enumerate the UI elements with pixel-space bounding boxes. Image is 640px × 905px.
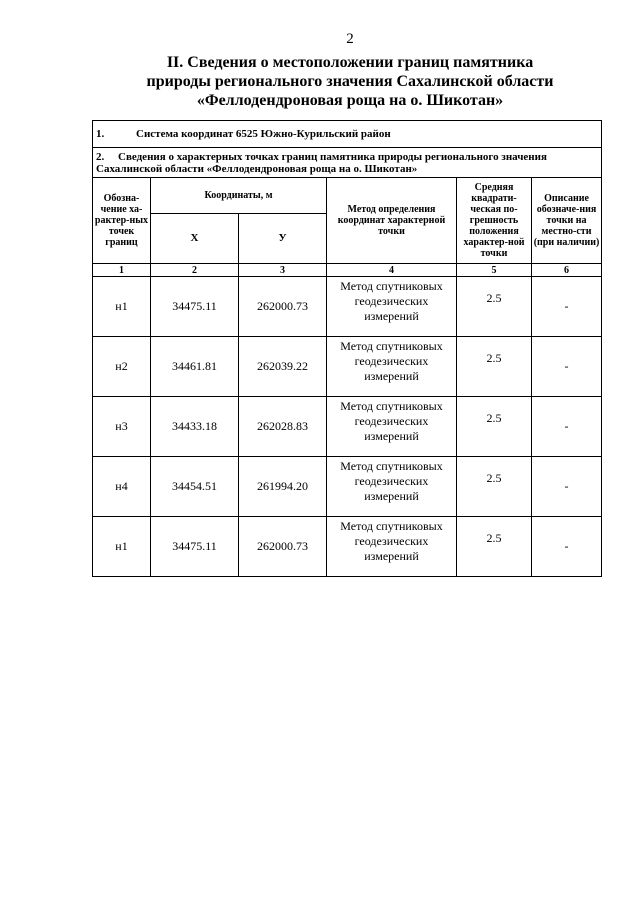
y-cell: 262039.22 (239, 337, 327, 397)
x-cell: 34475.11 (151, 277, 239, 337)
mse-cell: 2.5 (457, 277, 532, 337)
y-cell: 262028.83 (239, 397, 327, 457)
column-index-row (93, 264, 602, 277)
mse-cell: 2.5 (457, 397, 532, 457)
page-number: 2 (346, 31, 354, 47)
header-row-1 (93, 178, 602, 214)
points-info-cell (93, 148, 602, 178)
mse-cell: 2.5 (457, 337, 532, 397)
table-row (93, 337, 602, 397)
header-y: У (239, 214, 327, 264)
header-description: Описание обозначе-ния точки на местно-сти (при наличии) (532, 178, 602, 264)
table-row (93, 397, 602, 457)
column-index: 3 (239, 264, 327, 277)
section-2-row (93, 148, 602, 178)
column-index: 4 (327, 264, 457, 277)
coordinate-system-cell (93, 121, 602, 148)
header-mse: Средняя квадрати-ческая по-грешность положения характер-ной точки (457, 178, 532, 264)
title-line-1: II. Сведения о местоположении границ памятника (166, 54, 534, 71)
x-cell: 34433.18 (151, 397, 239, 457)
y-cell: 262000.73 (239, 277, 327, 337)
section-1-text: Система координат 6525 Южно-Курильский район (136, 128, 391, 140)
description-cell: - (532, 337, 602, 397)
section-2-text: Сведения о характерных точках границ памятника природы регионального значения Сахалинской области «Феллодендроновая роща на о. Шикотан» (96, 150, 547, 175)
column-index: 6 (532, 264, 602, 277)
description-cell: - (532, 457, 602, 517)
method-cell: Метод спутниковых геодезических измерений (327, 277, 457, 337)
table-row (93, 517, 602, 577)
point-cell: н1 (93, 277, 151, 337)
column-index: 5 (457, 264, 532, 277)
column-index: 1 (93, 264, 151, 277)
method-cell: Метод спутниковых геодезических измерений (327, 457, 457, 517)
x-cell: 34461.81 (151, 337, 239, 397)
method-cell: Метод спутниковых геодезических измерений (327, 397, 457, 457)
method-cell: Метод спутниковых геодезических измерений (327, 337, 457, 397)
y-cell: 261994.20 (239, 457, 327, 517)
y-cell: 262000.73 (239, 517, 327, 577)
point-cell: н4 (93, 457, 151, 517)
header-method: Метод определения координат характерной точки (327, 178, 457, 264)
section-2-number: 2. (96, 150, 105, 163)
title-line-2: природы регионального значения Сахалинской области (146, 73, 554, 90)
x-cell: 34454.51 (151, 457, 239, 517)
header-x: X (151, 214, 239, 264)
title-line-3: «Феллодендроновая роща на о. Шикотан» (196, 92, 504, 109)
point-cell: н1 (93, 517, 151, 577)
mse-cell: 2.5 (457, 457, 532, 517)
boundary-points-table (92, 120, 602, 577)
method-cell: Метод спутниковых геодезических измерений (327, 517, 457, 577)
table-row (93, 277, 602, 337)
section-1-number: 1. (96, 128, 105, 140)
x-cell: 34475.11 (151, 517, 239, 577)
mse-cell: 2.5 (457, 517, 532, 577)
description-cell: - (532, 517, 602, 577)
table-row (93, 457, 602, 517)
document-title (140, 53, 560, 110)
section-1-row (93, 121, 602, 148)
description-cell: - (532, 277, 602, 337)
point-cell: н2 (93, 337, 151, 397)
header-point-designation: Обозна-чение ха-рактер-ных точек границ (93, 178, 151, 264)
header-coordinates: Координаты, м (151, 178, 327, 214)
point-cell: н3 (93, 397, 151, 457)
column-index: 2 (151, 264, 239, 277)
description-cell: - (532, 397, 602, 457)
